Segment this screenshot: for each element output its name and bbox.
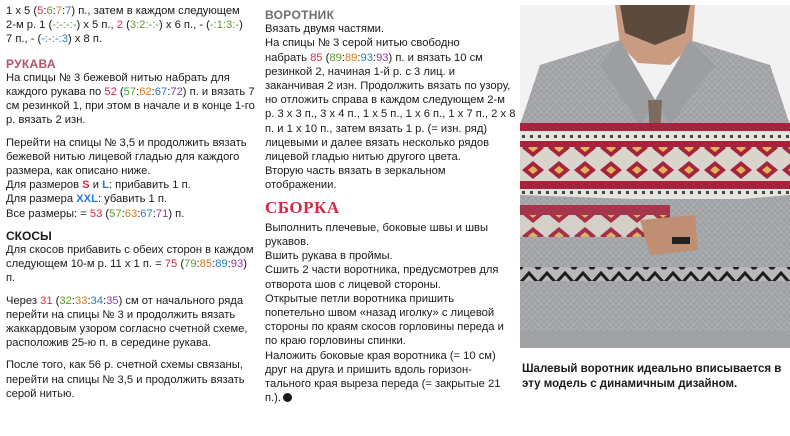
assembly-line-2: Вшить рукава в проймы. — [265, 250, 393, 263]
column-left — [6, 0, 256, 401]
collar-cast-on: набрать 85 (89:89:93:93) п. и вязать 10 см — [265, 51, 483, 64]
top-line-3: 7 п., - (-:-:-:3) x 8 п. — [6, 33, 103, 46]
sizes-s-l: Для размеров S и L: прибавить 1 п. — [6, 179, 191, 192]
collar-mirror: Вторую часть вязать в зеркальном отображении. — [265, 165, 446, 192]
bevels-heading: СКОСЫ — [6, 228, 52, 243]
top-line-1: 1 x 5 (5:6:7:7) п., затем в каждом следующем — [6, 5, 240, 17]
sweater-photo — [520, 5, 790, 348]
collar-line-2: На спицы № 3 серой нитью свободно — [265, 37, 460, 50]
all-sizes: Все размеры: = 53 (57:63:67:71) п. — [6, 207, 185, 220]
end-mark-icon — [283, 393, 292, 402]
photo-caption: Шалевый воротник идеально вписывается в эту модель с динамичным дизайном. — [522, 363, 782, 390]
assembly-line-1: Выполнить плечевые, боковые швы и швы рукавов. — [265, 221, 489, 249]
sleeves-heading: РУКАВА — [6, 56, 56, 71]
assembly-line-3: Сшить 2 части воротника, предусмотрев для отворота шов с лицевой стороны. — [265, 264, 499, 291]
through-paragraph: Через 31 (32:33:34:35) см от начального ряда перейти на спицы № 3 и продолжить вязать жаккардовым узором согласно счетной схеме, расположив 25-ю п. в середине рукава. — [6, 294, 248, 350]
bevels-paragraph: Для скосов прибавить с обеих сторон в каждом следующем 10-м р. 11 x 1 п. = 75 (79:85:89:93) п. — [6, 244, 254, 285]
after-paragraph: После того, как 56 р. счетной схемы связаны, перейти на спицы № 3,5 и продолжить вязать серой нитью. — [6, 359, 245, 400]
top-line-2: 2-м р. 1 (-:-:-:-) x 5 п., 2 (3:2:-:-) x 6 п., - (-:1:3:-) — [6, 19, 243, 32]
assembly-line-5: Наложить боковые края воротника (= 10 см) друг на друга и пришить вдоль горизон-тального края выреза переда (= закрытые 21 п.). — [265, 349, 501, 405]
sleeves-paragraph-2: Перейти на спицы № 3,5 и продолжить вязать бежевой нитью лицевой гладью для каждого размера, как описано ниже. — [6, 136, 247, 178]
size-xxl: Для размера XXL: убавить 1 п. — [6, 193, 168, 206]
collar-line-1: Вязать двумя частями. — [265, 23, 384, 36]
collar-heading: ВОРОТНИК — [265, 8, 335, 22]
column-middle — [265, 0, 517, 405]
assembly-line-4: Открытые петли воротника пришить попетельно швом «назад иголку» с лицевой стороны по краям скосов горловины переда и по краю горловины спинки. — [265, 292, 504, 348]
sweater-photo-illustration — [520, 5, 790, 348]
assembly-heading: СБОРКА — [265, 197, 340, 217]
sleeves-paragraph-1: На спицы № 3 бежевой нитью набрать для каждого рукава по 52 (57:62:67:72) п. и вязать 7 см резинкой 1, при этом в начале и в конце 1-го р. вязать 2 изн. — [6, 71, 255, 127]
collar-rest: резинкой 2, начиная 1-й р. с 3 лиц. и заканчивая 2 изн. Продолжить вязать по узору, но отложить справа в каждом следующем 2-м р. 3 x 3 п., 3 x 4 п., 1 x 5 п., 1 x 6 п., 1 x 7 п., 2 x 8 п. и 1 x 10 п., затем вязать 1 р. (= изн. ряд) лицевыми и далее вязать несколько рядов лицевой гладью нитью другого цвета. — [265, 65, 516, 164]
